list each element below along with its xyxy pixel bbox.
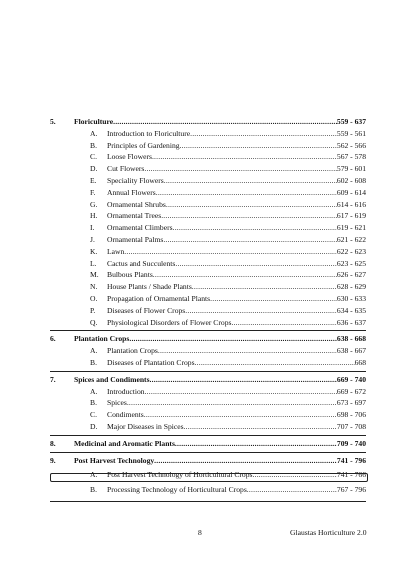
page-number: 8	[198, 528, 202, 537]
entry-letter: K.	[90, 246, 98, 256]
entry-letter: A.	[90, 386, 98, 396]
entry-letter: P.	[90, 305, 96, 315]
section-title: Spices and Condiments	[74, 374, 150, 384]
toc-entry[interactable]	[50, 305, 366, 317]
toc-entry[interactable]	[50, 409, 366, 421]
section-title: Floriculture	[74, 117, 114, 126]
entry-letter: G.	[90, 199, 98, 209]
entry-title: Principles of Gardening	[107, 140, 180, 150]
entry-title: Speciality Flowers	[107, 175, 164, 185]
entry-pages: 609 - 614	[336, 187, 366, 197]
entry-letter: B.	[90, 357, 97, 367]
toc-entry[interactable]	[50, 140, 366, 152]
section-pages: 741 - 796	[336, 455, 366, 465]
entry-title: Plantation Crops	[107, 346, 158, 356]
toc-section	[50, 114, 366, 330]
entry-letter: B.	[90, 485, 97, 495]
entry-title: Processing Technology of Horticultural Crops	[107, 485, 247, 495]
toc-entry[interactable]	[50, 345, 366, 357]
entry-pages: 707 - 708	[336, 421, 366, 431]
entry-letter: C.	[90, 152, 97, 162]
entry-letter: E.	[90, 175, 97, 185]
entry-title: Cactus and Succulents	[107, 258, 176, 268]
toc-entry[interactable]	[50, 234, 366, 246]
entry-title: Ornamental Palms	[107, 234, 164, 244]
entry-title: Bulbous Plants	[107, 270, 153, 280]
toc-entry[interactable]	[50, 187, 366, 199]
entry-title: Annual Flowers	[107, 187, 156, 197]
entry-title: Cut Flowers	[107, 164, 145, 174]
toc-entry[interactable]	[50, 317, 366, 329]
entry-title: Major Diseases in Spices	[107, 421, 184, 431]
toc-entry[interactable]	[50, 357, 366, 369]
section-title: Plantation Crops	[74, 334, 130, 344]
section-title: Medicinal and Aromatic Plants	[74, 438, 175, 448]
entry-letter: M.	[90, 270, 99, 280]
entry-letter: H.	[90, 211, 98, 221]
entry-letter: D.	[90, 421, 98, 431]
entry-letter: B.	[90, 398, 97, 408]
entry-title: Lawn	[107, 246, 125, 256]
section-title: Post Harvest Technology	[74, 455, 155, 465]
toc-section-heading[interactable]	[50, 374, 366, 386]
entry-pages: 623 - 625	[336, 258, 366, 268]
entry-pages: 559 - 561	[336, 128, 366, 138]
entry-letter: I.	[90, 223, 95, 233]
section-number: 9.	[50, 455, 56, 465]
entry-title: Condiments	[107, 410, 144, 420]
entry-pages: 602 - 608	[336, 175, 366, 185]
book-title: Glaustas Horticulture 2.0	[290, 528, 367, 537]
toc-entry[interactable]	[50, 258, 366, 270]
entry-pages: 741 - 766	[336, 470, 366, 480]
entry-pages: 698 - 706	[336, 410, 366, 420]
entry-letter: F.	[90, 187, 96, 197]
entry-title: Diseases of Flower Crops	[107, 305, 186, 315]
toc-entry[interactable]	[50, 151, 366, 163]
entry-title: Introduction to Floriculture	[107, 128, 191, 138]
entry-title: Loose Flowers	[107, 152, 152, 162]
section-number: 5.	[50, 117, 56, 126]
entry-pages: 579 - 601	[336, 164, 366, 174]
table-of-contents	[50, 114, 366, 502]
entry-pages: 628 - 629	[336, 282, 366, 292]
section-pages: 709 - 740	[336, 438, 366, 448]
entry-pages: 626 - 627	[336, 270, 366, 280]
section-number: 7.	[50, 374, 56, 384]
toc-entry[interactable]	[50, 163, 366, 175]
entry-letter: A.	[90, 470, 98, 480]
entry-letter: A.	[90, 346, 98, 356]
toc-entry[interactable]	[50, 281, 366, 293]
toc-entry[interactable]	[50, 386, 366, 398]
footer-rule-box	[50, 473, 368, 482]
entry-pages: 767 - 796	[336, 485, 366, 495]
toc-entry[interactable]	[50, 421, 366, 433]
entry-pages: 630 - 633	[336, 293, 366, 303]
toc-entry[interactable]	[50, 397, 366, 409]
toc-entry[interactable]	[50, 128, 366, 140]
toc-entry[interactable]	[50, 293, 366, 305]
entry-pages: 668	[354, 357, 366, 367]
toc-section-heading[interactable]	[50, 116, 366, 128]
entry-pages: 636 - 637	[336, 317, 366, 327]
entry-letter: J.	[90, 234, 95, 244]
section-pages: 669 - 740	[336, 374, 366, 384]
entry-title: Post Harvest Technology of Horticultural Crops	[107, 470, 253, 480]
entry-letter: C.	[90, 410, 97, 420]
toc-entry[interactable]	[50, 484, 366, 496]
entry-title: Diseases of Plantation Crops	[107, 357, 195, 367]
section-pages: 559 - 637	[336, 117, 366, 126]
entry-title: Physiological Disorders of Flower Crops	[107, 317, 232, 327]
entry-pages: 614 - 616	[336, 199, 366, 209]
entry-letter: Q.	[90, 317, 98, 327]
entry-pages: 669 - 672	[336, 386, 366, 396]
toc-entry[interactable]	[50, 222, 366, 234]
toc-section-heading[interactable]	[50, 438, 366, 450]
toc-section-heading[interactable]	[50, 455, 366, 467]
entry-letter: O.	[90, 293, 98, 303]
entry-pages: 617 - 619	[336, 211, 366, 221]
entry-letter: D.	[90, 164, 98, 174]
toc-entry[interactable]	[50, 175, 366, 187]
entry-title: Ornamental Climbers	[107, 223, 173, 233]
toc-entry[interactable]	[50, 199, 366, 211]
entry-pages: 621 - 622	[336, 234, 366, 244]
toc-section	[50, 435, 366, 452]
entry-letter: A.	[90, 128, 98, 138]
entry-pages: 562 - 566	[336, 140, 366, 150]
entry-title: Ornamental Trees	[107, 211, 162, 221]
section-number: 6.	[50, 334, 56, 344]
entry-pages: 673 - 697	[336, 398, 366, 408]
entry-pages: 619 - 621	[336, 223, 366, 233]
entry-title: Introduction	[107, 386, 145, 396]
entry-title: House Plants / Shade Plants	[107, 282, 192, 292]
toc-section-heading[interactable]	[50, 333, 366, 345]
entry-letter: L.	[90, 258, 97, 268]
toc-section	[50, 330, 366, 370]
toc-entry[interactable]	[50, 210, 366, 222]
entry-pages: 622 - 623	[336, 246, 366, 256]
toc-entry[interactable]	[50, 269, 366, 281]
entry-title: Ornamental Shrubs	[107, 199, 166, 209]
section-pages: 638 - 668	[336, 334, 366, 344]
toc-entry[interactable]	[50, 246, 366, 258]
entry-letter: N.	[90, 282, 98, 292]
entry-title: Propagation of Ornamental Plants	[107, 293, 211, 303]
entry-pages: 634 - 635	[336, 305, 366, 315]
entry-pages: 638 - 667	[336, 346, 366, 356]
entry-title: Spices	[107, 398, 127, 408]
toc-section	[50, 371, 366, 435]
entry-pages: 567 - 578	[336, 152, 366, 162]
entry-letter: B.	[90, 140, 97, 150]
section-number: 8.	[50, 438, 56, 448]
